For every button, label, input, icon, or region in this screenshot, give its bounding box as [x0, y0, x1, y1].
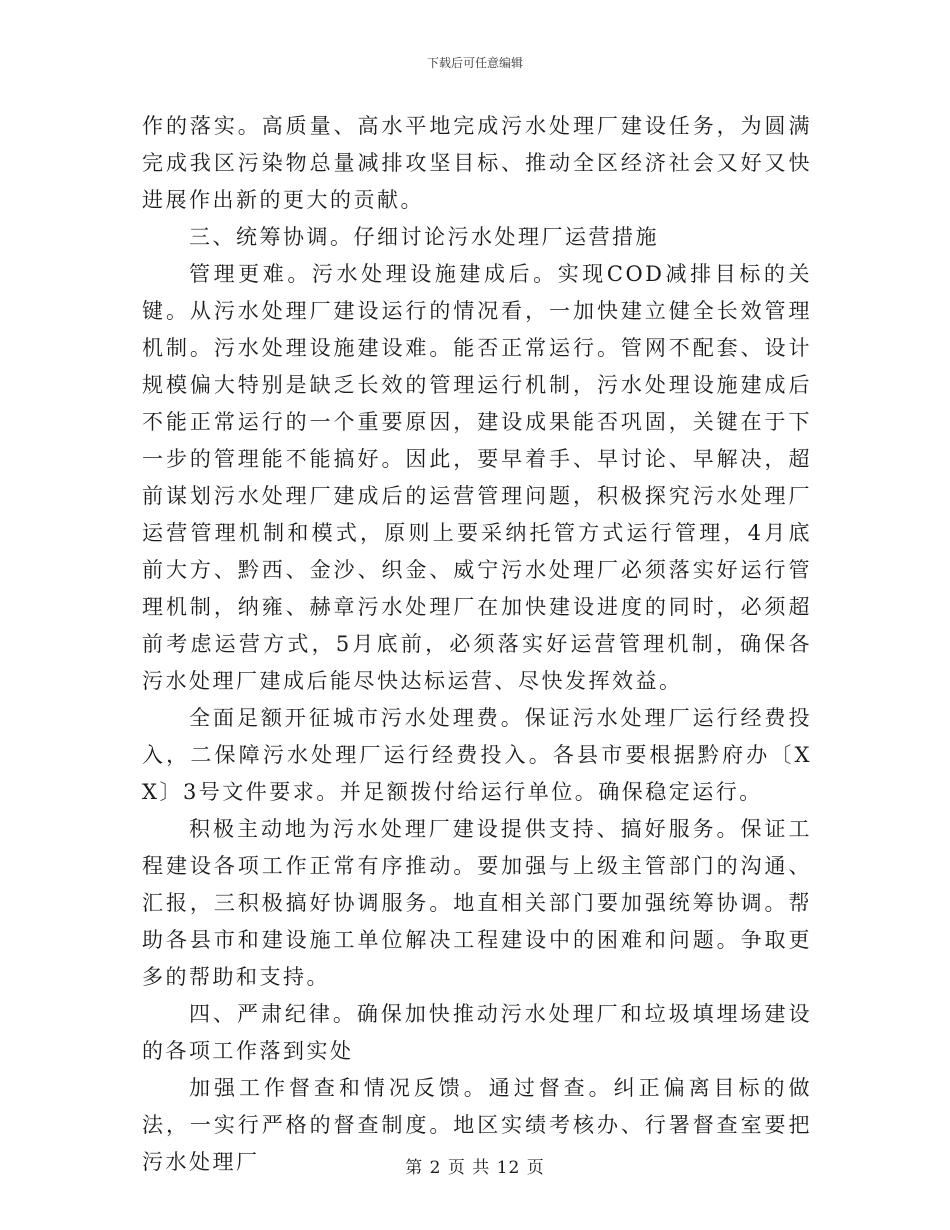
- section-heading-four: 四、严肃纪律。确保加快推动污水处理厂和垃圾填埋场建设的各项工作落到实处: [142, 1002, 812, 1063]
- page-number-footer: 第 2 页 共 12 页: [405, 1158, 545, 1178]
- section-heading-three: 三、统筹协调。仔细讨论污水处理厂运营措施: [189, 225, 659, 249]
- document-body: [142, 108, 812, 1181]
- paragraph-sewage-fee: 全面足额开征城市污水处理费。保证污水处理厂运行经费投入，二保障污水处理厂运行经费投入。各县市要根据黔府办〔XX〕3号文件要求。并足额拨付给运行单位。确保稳定运行。: [142, 706, 812, 804]
- paragraph-supervision: 加强工作督查和情况反馈。通过督查。纠正偏离目标的做法，一实行严格的督查制度。地区实绩考核办、行署督查室要把污水处理厂: [142, 1076, 812, 1174]
- paragraph-support-services: 积极主动地为污水处理厂建设提供支持、搞好服务。保证工程建设各项工作正常有序推动。要加强与上级主管部门的沟通、汇报，三积极搞好协调服务。地直相关部门要加强统筹协调。帮助各县市和建设施工单位解决工程建设中的困难和问题。争取更多的帮助和支持。: [142, 817, 812, 989]
- paragraph-continuation: 作的落实。高质量、高水平地完成污水处理厂建设任务，为圆满完成我区污染物总量减排攻坚目标、推动全区经济社会又好又快进展作出新的更大的贡献。: [142, 114, 812, 212]
- paragraph-management: 管理更难。污水处理设施建成后。实现COD减排目标的关键。从污水处理厂建设运行的情况看，一加快建立健全长效管理机制。污水处理设施建设难。能否正常运行。管网不配套、设计规模偏大特别是缺乏长效的管理运行机制，污水处理设施建成后不能正常运行的一个重要原因，建设成果能否巩固，关键在于下一步的管理能不能搞好。因此，要早着手、早讨论、早解决，超前谋划污水处理厂建成后的运营管理问题，积极探究污水处理厂运营管理机制和模式，原则上要采纳托管方式运行管理，4月底前大方、黔西、金沙、织金、威宁污水处理厂必须落实好运行管理机制，纳雍、赫章污水处理厂在加快建设进度的同时，必须超前考虑运营方式，5月底前，必须落实好运营管理机制，确保各污水处理厂建成后能尽快达标运营、尽快发挥效益。: [142, 262, 812, 693]
- page-header-note: 下载后可任意编辑: [426, 56, 523, 70]
